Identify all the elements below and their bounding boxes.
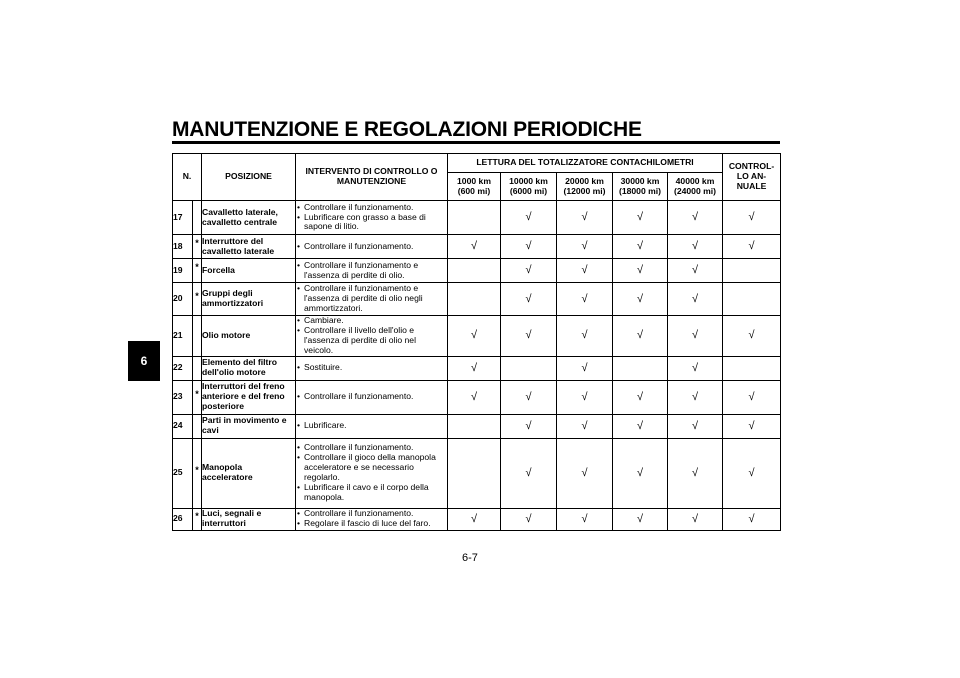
dealer-mark (193, 356, 202, 380)
row-actions (296, 283, 448, 316)
header-n: N. (173, 154, 202, 201)
check-mark: √ (668, 380, 723, 414)
action-list (296, 203, 447, 233)
empty-cell (723, 283, 781, 316)
dealer-mark (193, 438, 202, 508)
check-mark: √ (613, 508, 668, 530)
check-mark: √ (723, 414, 781, 438)
action-item: • Controllare il gioco della manopola acceleratore e se necessario regolarlo. (296, 453, 447, 483)
check-mark: √ (501, 316, 557, 357)
action-list (296, 261, 447, 281)
empty-cell (723, 259, 781, 283)
row-position: Gruppi degli ammortizzatori (202, 283, 296, 316)
check-mark: √ (668, 356, 723, 380)
header-odometer-col: 10000 km (6000 mi) (501, 173, 557, 201)
row-number: 18 (173, 235, 193, 259)
check-mark: √ (557, 283, 613, 316)
asterisk-mark: * (195, 290, 199, 301)
table-row (173, 201, 781, 235)
table-row (173, 414, 781, 438)
action-list (296, 443, 447, 502)
header-action: INTERVENTO DI CONTROLLO O MANUTENZIONE (296, 154, 448, 201)
asterisk-mark: * (195, 510, 199, 521)
check-mark: √ (557, 201, 613, 235)
check-mark: √ (668, 201, 723, 235)
action-list (296, 242, 447, 252)
check-mark: √ (557, 259, 613, 283)
asterisk-mark: * (195, 464, 199, 475)
table-row (173, 380, 781, 414)
header-position: POSIZIONE (202, 154, 296, 201)
check-mark: √ (448, 508, 501, 530)
table-row (173, 316, 781, 357)
check-mark: √ (557, 316, 613, 357)
row-position: Interruttori del freno anteriore e del freno posteriore (202, 380, 296, 414)
row-number: 22 (173, 356, 193, 380)
check-mark: √ (668, 438, 723, 508)
asterisk-mark: * (195, 262, 199, 273)
check-mark: √ (501, 438, 557, 508)
row-actions (296, 380, 448, 414)
check-mark: √ (557, 438, 613, 508)
action-item: • Controllare il funzionamento e l'assenza di perdite di olio. (296, 261, 447, 281)
check-mark: √ (501, 508, 557, 530)
page-title: MANUTENZIONE E REGOLAZIONI PERIODICHE (172, 118, 642, 141)
action-item: • Controllare il funzionamento. (296, 509, 447, 519)
action-list (296, 284, 447, 314)
table-row (173, 235, 781, 259)
title-rule (172, 141, 780, 144)
check-mark: √ (557, 356, 613, 380)
check-mark: √ (557, 235, 613, 259)
dealer-mark (193, 508, 202, 530)
row-actions (296, 259, 448, 283)
check-mark: √ (613, 316, 668, 357)
action-item: • Regolare il fascio di luce del faro. (296, 519, 447, 529)
check-mark: √ (557, 380, 613, 414)
check-mark: √ (448, 380, 501, 414)
row-position: Manopola acceleratore (202, 438, 296, 508)
row-number: 26 (173, 508, 193, 530)
header-annual: CONTROL-LO AN-NUALE (723, 154, 781, 201)
check-mark: √ (613, 235, 668, 259)
check-mark: √ (501, 283, 557, 316)
check-mark: √ (723, 380, 781, 414)
check-mark: √ (448, 316, 501, 357)
check-mark: √ (613, 438, 668, 508)
check-mark: √ (613, 259, 668, 283)
check-mark: √ (723, 508, 781, 530)
row-actions (296, 356, 448, 380)
check-mark: √ (613, 380, 668, 414)
dealer-mark (193, 283, 202, 316)
row-number: 25 (173, 438, 193, 508)
check-mark: √ (501, 380, 557, 414)
check-mark: √ (723, 201, 781, 235)
empty-cell (448, 283, 501, 316)
dealer-mark (193, 380, 202, 414)
dealer-mark (193, 414, 202, 438)
row-number: 17 (173, 201, 193, 235)
row-position: Interruttore del cavalletto laterale (202, 235, 296, 259)
row-actions (296, 201, 448, 235)
header-odometer: LETTURA DEL TOTALIZZATORE CONTACHILOMETRI (448, 154, 723, 173)
check-mark: √ (613, 283, 668, 316)
maintenance-table (172, 153, 781, 531)
check-mark: √ (501, 201, 557, 235)
action-item: • Controllare il funzionamento. (296, 242, 447, 252)
row-number: 23 (173, 380, 193, 414)
table-row (173, 283, 781, 316)
page-number: 6-7 (462, 552, 478, 564)
empty-cell (448, 438, 501, 508)
action-item: • Lubrificare. (296, 421, 447, 431)
asterisk-mark: * (195, 388, 199, 399)
action-item: • Controllare il livello dell'olio e l'assenza di perdite di olio nel veicolo. (296, 326, 447, 356)
row-actions (296, 414, 448, 438)
row-position: Olio motore (202, 316, 296, 357)
check-mark: √ (723, 235, 781, 259)
action-item: • Cambiare. (296, 316, 447, 326)
table-row (173, 356, 781, 380)
check-mark: √ (557, 508, 613, 530)
check-mark: √ (668, 259, 723, 283)
action-item: • Sostituire. (296, 363, 447, 373)
row-actions (296, 235, 448, 259)
row-number: 21 (173, 316, 193, 357)
empty-cell (448, 259, 501, 283)
action-list (296, 421, 447, 431)
action-item: • Controllare il funzionamento. (296, 392, 447, 402)
empty-cell (448, 201, 501, 235)
row-actions (296, 508, 448, 530)
table-row (173, 438, 781, 508)
check-mark: √ (668, 508, 723, 530)
check-mark: √ (448, 235, 501, 259)
row-actions (296, 438, 448, 508)
empty-cell (613, 356, 668, 380)
empty-cell (501, 356, 557, 380)
check-mark: √ (501, 414, 557, 438)
check-mark: √ (723, 316, 781, 357)
row-number: 19 (173, 259, 193, 283)
check-mark: √ (668, 316, 723, 357)
header-odometer-col: 1000 km (600 mi) (448, 173, 501, 201)
check-mark: √ (723, 438, 781, 508)
action-item: • Controllare il funzionamento. (296, 203, 447, 213)
action-item: • Lubrificare il cavo e il corpo della manopola. (296, 483, 447, 503)
empty-cell (723, 356, 781, 380)
action-list (296, 392, 447, 402)
row-actions (296, 316, 448, 357)
dealer-mark (193, 259, 202, 283)
dealer-mark (193, 316, 202, 357)
row-position: Forcella (202, 259, 296, 283)
action-item: • Controllare il funzionamento. (296, 443, 447, 453)
row-position: Elemento del filtro dell'olio motore (202, 356, 296, 380)
check-mark: √ (668, 283, 723, 316)
empty-cell (448, 414, 501, 438)
table-row (173, 508, 781, 530)
header-odometer-col: 20000 km (12000 mi) (557, 173, 613, 201)
check-mark: √ (613, 414, 668, 438)
check-mark: √ (668, 235, 723, 259)
action-item: • Controllare il funzionamento e l'assenza di perdite di olio negli ammortizzatori. (296, 284, 447, 314)
action-list (296, 509, 447, 529)
check-mark: √ (501, 235, 557, 259)
check-mark: √ (668, 414, 723, 438)
chapter-tab: 6 (128, 341, 160, 381)
action-list (296, 316, 447, 356)
dealer-mark (193, 235, 202, 259)
row-number: 24 (173, 414, 193, 438)
header-odometer-col: 30000 km (18000 mi) (613, 173, 668, 201)
row-position: Parti in movimento e cavi (202, 414, 296, 438)
row-position: Cavalletto laterale, cavalletto centrale (202, 201, 296, 235)
check-mark: √ (448, 356, 501, 380)
table-row (173, 259, 781, 283)
check-mark: √ (613, 201, 668, 235)
action-list (296, 363, 447, 373)
dealer-mark (193, 201, 202, 235)
check-mark: √ (557, 414, 613, 438)
row-position: Luci, segnali e interruttori (202, 508, 296, 530)
check-mark: √ (501, 259, 557, 283)
asterisk-mark: * (195, 238, 199, 249)
row-number: 20 (173, 283, 193, 316)
action-item: • Lubrificare con grasso a base di sapone di litio. (296, 213, 447, 233)
header-odometer-col: 40000 km (24000 mi) (668, 173, 723, 201)
